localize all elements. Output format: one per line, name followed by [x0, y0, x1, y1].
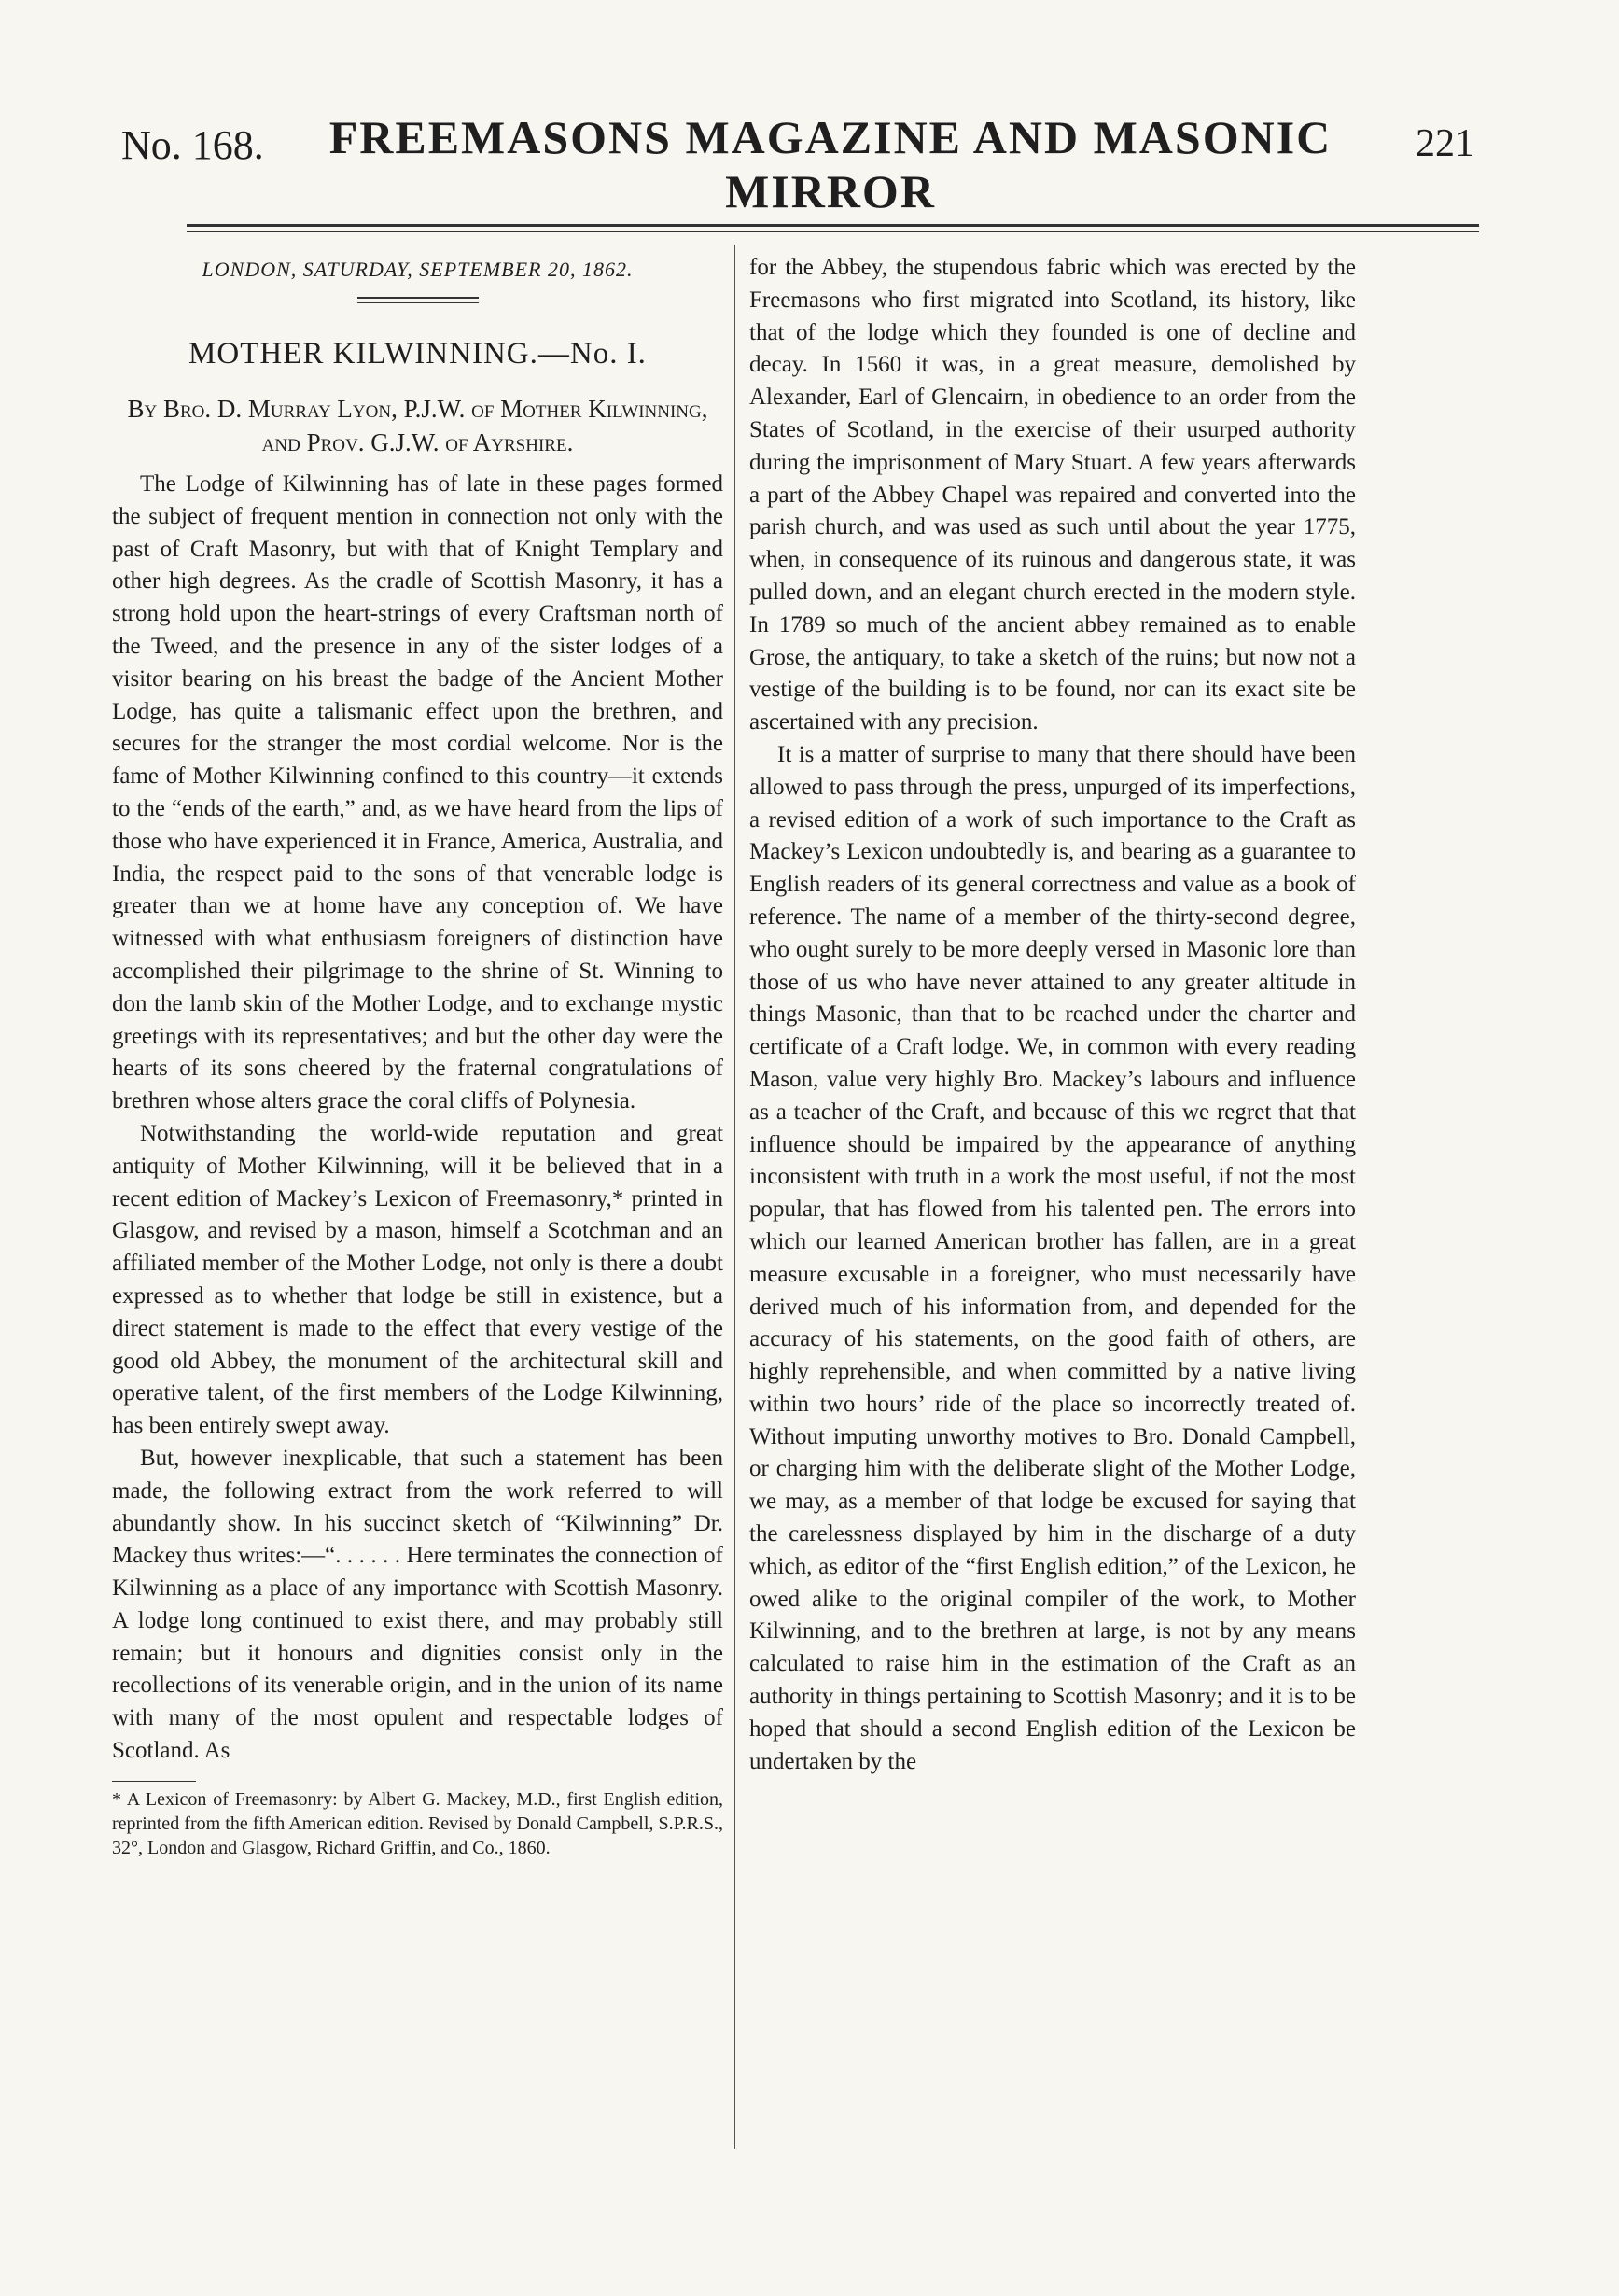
column-divider	[734, 245, 735, 2149]
right-column	[749, 252, 1356, 1778]
dateline: LONDON, SATURDAY, SEPTEMBER 20, 1862.	[202, 258, 634, 281]
header-rule-thick	[187, 224, 1479, 227]
footnote-rule	[112, 1781, 196, 1782]
article-title: MOTHER KILWINNING.—No. I.	[188, 337, 647, 371]
body-paragraph: It is a matter of surprise to many that there should have been allowed to pass through the press, unpurged of its imperfections, a revised edition of a work of such importance to the Craft as Mackey’s Lexicon undoubtedly is, and bearing as a guarantee to English readers of its general correctness and value as a book of reference. The name of a member of the thirty-second degree, who ought surely to be more deeply versed in Masonic lore than those of us who have never attained to any greater altitude in things Masonic, than that to be reached under the charter and certificate of a Craft lodge. We, in common with every reading Mason, value very highly Bro. Mackey’s labours and influence as a teacher of the Craft, and because of this we regret that that influence should be impaired by the appearance of anything inconsistent with truth in a work the most useful, if not the most popular, that has flowed from his talented pen. The errors into which our learned American brother has fallen, are in a great measure excusable in a foreigner, who must necessarily have derived much of his information from, and depended for the accuracy of his statements, on the good faith of others, are highly reprehensible, and when committed by a native living within two hours’ ride of the place so incorrectly treated of. Without imputing unworthy motives to Bro. Donald Campbell, or charging him with the deliberate slight of the Mother Lodge, we may, as a member of that lodge be excused for saying that the carelessness displayed by him in the discharge of a duty which, as editor of the “first English edition,” of the Lexicon, he owed alike to the original compiler of the work, to Mother Kilwinning, and to the brethren at large, is not by any means calculated to raise him in the estimation of the Craft as an authority in things pertaining to Scottish Masonry; and it is to be hoped that should a second English edition of the Lexicon be undertaken by the	[749, 741, 1356, 1774]
footnote: * A Lexicon of Freemasonry: by Albert G. Mackey, M.D., first English edition, reprinted from the fifth American edition. Revised by Donald Campbell, S.P.R.S., 32°, London and Glasgow, Richard Griffin, and Co., 1860.	[112, 1788, 723, 1858]
body-paragraph: But, however inexplicable, that such a statement has been made, the following extract from the work referred to will abundantly show. In his succinct sketch of “Kilwinning” Dr. Mackey thus writes:—“. . . . . . Here terminates the connection of Kilwinning as a place of any importance with Scottish Masonry. A lodge long continued to exist there, and may probably still remain; but it honours and dignities consist only in the recollections of its venerable origin, and in the union of its name with many of the most opulent and respectable lodges of Scotland. As	[112, 1445, 723, 1764]
issue-number: No. 168.	[121, 122, 264, 168]
page-number: 221	[1416, 122, 1474, 165]
article-byline: By Bro. D. Murray Lyon, P.J.W. of Mother Kilwinning, and Prov. G.J.W. of Ayrshire.	[127, 395, 708, 456]
magazine-title: FREEMASONS MAGAZINE AND MASONIC MIRROR	[328, 111, 1333, 217]
running-header	[121, 110, 1474, 217]
left-column	[112, 252, 723, 1860]
body-paragraph: Notwithstanding the world-wide reputation and great antiquity of Mother Kilwinning, will it be believed that in a recent edition of Mackey’s Lexicon of Freemasonry,* printed in Glasgow, and revised by a mason, himself a Scotchman and an affiliated member of the Mother Lodge, not only is there a doubt expressed as to whether that lodge be still in existence, but a direct statement is made to the effect that every vestige of the good old Abbey, the monument of the architectural skill and operative talent, of the first members of the Lodge Kilwinning, has been entirely swept away.	[112, 1120, 723, 1439]
header-rule-thin	[187, 231, 1479, 232]
body-paragraph: The Lodge of Kilwinning has of late in these pages formed the subject of frequent mention in connection not only with the past of Craft Masonry, but with that of Knight Templary and other high degrees. As the cradle of Scottish Masonry, it has a strong hold upon the heart-strings of every Craftsman north of the Tweed, and the presence in any of the sister lodges of a visitor bearing on his breast the badge of the Ancient Mother Lodge, has quite a talismanic effect upon the brethren, and secures for the stranger the most cordial welcome. Nor is the fame of Mother Kilwinning confined to this country—it extends to the “ends of the earth,” and, as we have heard from the lips of those who have experienced it in France, America, Australia, and India, the respect paid to the sons of that venerable lodge is greater than we at home have any conception of. We have witnessed with what enthusiasm foreigners of distinction have accomplished their pilgrimage to the shrine of St. Winning to don the lamb skin of the Mother Lodge, and to exchange mystic greetings with its representatives; and but the other day were the hearts of its sons cheered by the fraternal congratulations of brethren whose alters grace the coral cliffs of Polynesia.	[112, 471, 723, 1114]
title-ornament-rule	[357, 297, 479, 303]
body-paragraph: for the Abbey, the stupendous fabric which was erected by the Freemasons who first migrated into Scotland, its history, like that of the lodge which they founded is one of decline and decay. In 1560 it was, in a great measure, demolished by Alexander, Earl of Glencairn, in obedience to an order from the States of Scotland, in the exercise of their usurped authority during the imprisonment of Mary Stuart. A few years afterwards a part of the Abbey Chapel was repaired and converted into the parish church, and was used as such until about the year 1775, when, in consequence of its ruinous and dangerous state, it was pulled down, and an elegant church erected in the modern style. In 1789 so much of the ancient abbey remained as to enable Grose, the antiquary, to take a sketch of the ruins; but now not a vestige of the building is to be found, nor can its exact site be ascertained with any precision.	[749, 255, 1356, 735]
